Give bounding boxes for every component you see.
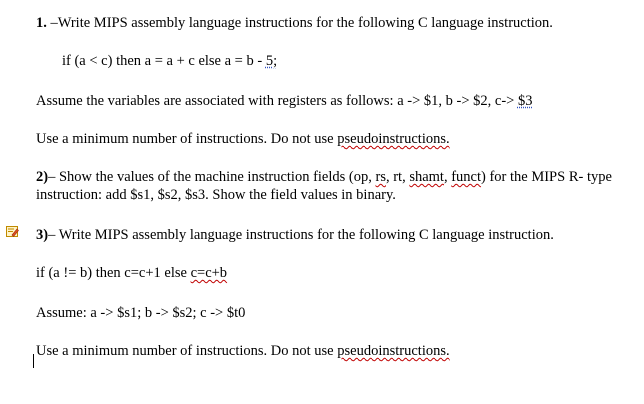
q3-assume: Assume: a -> $s1; b -> $s2; c -> $t0 (36, 305, 246, 321)
q3-code-text: if (a != b) then c=c+1 else (36, 265, 191, 281)
q3-code (36, 265, 227, 282)
q1-text: –Write MIPS assembly language instructions for the following C language instruction. (46, 15, 553, 31)
q2-text-b: , rt, (385, 169, 410, 185)
q3-instructions (36, 343, 450, 360)
edit-note-icon[interactable] (6, 225, 19, 238)
q2-funct-flag[interactable]: funct (451, 169, 482, 185)
q3-use-text: Use a minimum number of instructions. Do not use (36, 343, 338, 359)
q2-text-c: , (443, 169, 452, 185)
q3-spelling-flag[interactable]: pseudoinstructions. (337, 343, 450, 359)
q2-text-a: – Show the values of the machine instruction fields (op, (48, 169, 376, 185)
q2-text-d: ) for the MIPS R- type (481, 169, 612, 185)
q3-code-flag[interactable]: c=c+b (190, 265, 228, 281)
q2-rs-flag[interactable]: rs (375, 169, 386, 185)
q1-code (62, 53, 277, 70)
q1-instructions (36, 131, 450, 148)
q1-code-text: if (a < c) then a = a + c else a = b - (62, 53, 266, 69)
q3-heading (36, 227, 554, 244)
q1-heading (36, 15, 553, 32)
q3-number: 3) (36, 227, 49, 243)
text-cursor (33, 354, 34, 368)
q1-assume (36, 93, 532, 110)
q1-assume-text: Assume the variables are associated with registers as follows: a -> $1, b -> $2, c-> (36, 93, 518, 109)
q2-line1 (36, 169, 612, 186)
q2-line2: instruction: add $s1, $s2, $s3. Show the field values in binary. (36, 187, 396, 203)
q2-shamt-flag[interactable]: shamt (409, 169, 444, 185)
q1-number: 1. (36, 15, 47, 31)
q1-spelling-flag[interactable]: pseudoinstructions. (337, 131, 450, 147)
q3-text: – Write MIPS assembly language instructions for the following C language instruction. (48, 227, 554, 243)
q1-code-suffix: 5; (265, 53, 278, 69)
q1-assume-suffix: $3 (517, 93, 533, 109)
q2-number: 2) (36, 169, 49, 185)
q1-use-text: Use a minimum number of instructions. Do not use (36, 131, 338, 147)
